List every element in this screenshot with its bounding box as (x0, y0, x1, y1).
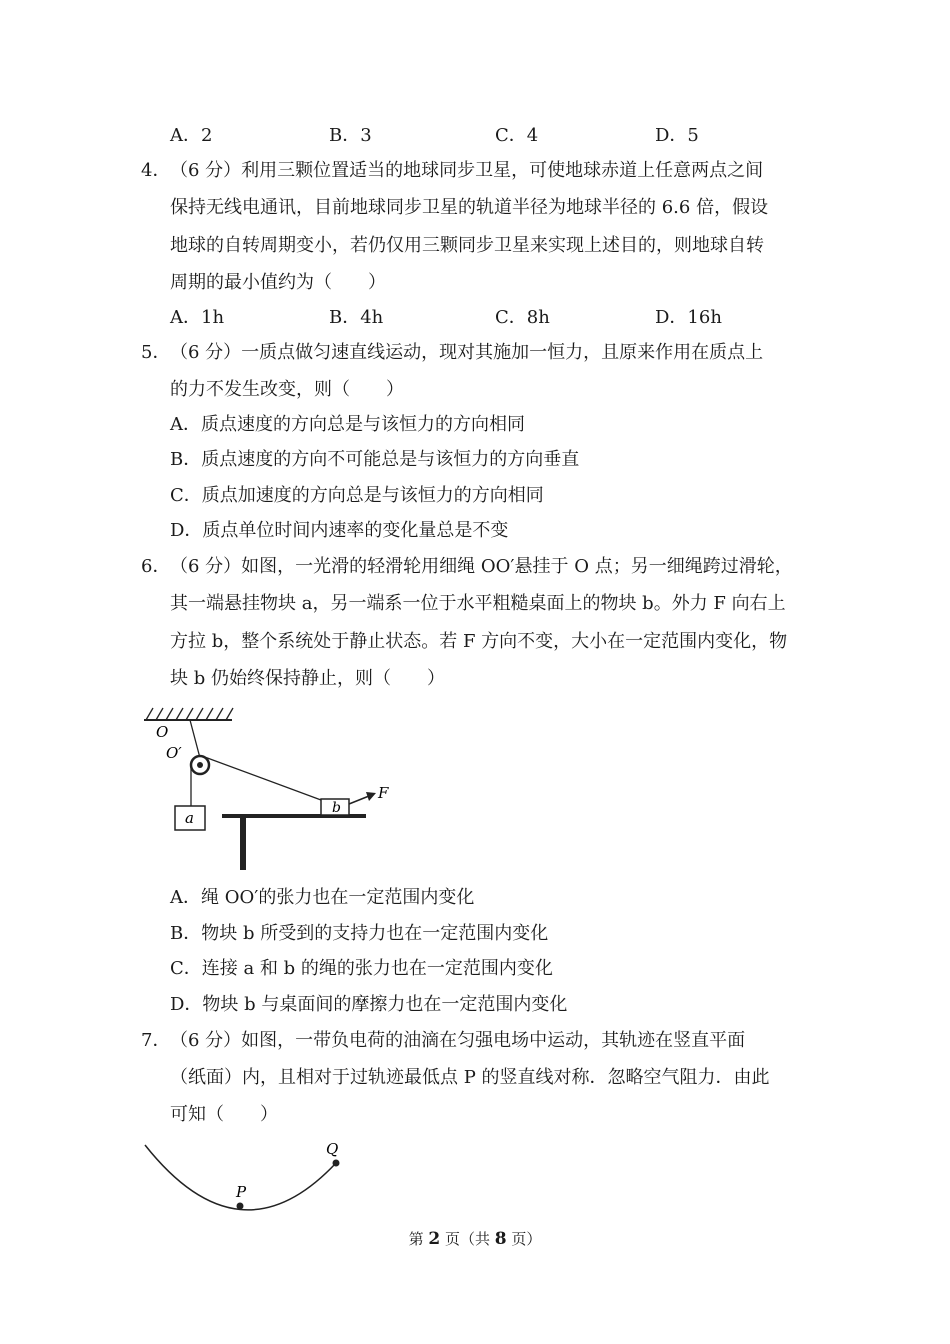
footer-prefix: 第 (408, 1230, 429, 1248)
q6-option-c: C．连接 a 和 b 的绳的张力也在一定范围内变化 (170, 958, 553, 979)
point-p (237, 1203, 244, 1210)
footer-total-pages: 8 (494, 1229, 507, 1249)
q6-number: 6． (141, 556, 171, 577)
q6-line: 块 b 仍始终保持静止，则（ ） (170, 668, 445, 689)
q5-option-a: A．质点速度的方向总是与该恒力的方向相同 (170, 414, 525, 435)
label-a: a (185, 809, 194, 827)
q3-option-d: D．5 (655, 125, 699, 146)
label-q: Q (326, 1140, 339, 1158)
q5-line: （6 分）一质点做匀速直线运动，现对其施加一恒力，且原来作用在质点上 (170, 342, 764, 363)
page-footer (0, 1229, 950, 1249)
q4-option-c: C．8h (495, 307, 550, 328)
q6-line: （6 分）如图，一光滑的轻滑轮用细绳 OO′悬挂于 O 点；另一细绳跨过滑轮， (170, 556, 793, 577)
q6-line: 其一端悬挂物块 a，另一端系一位于水平粗糙桌面上的物块 b。外力 F 向右上 (170, 593, 786, 614)
footer-middle: 页（共 (440, 1230, 495, 1248)
rope-oo-prime (190, 720, 200, 758)
q4-line: 周期的最小值约为（ ） (170, 272, 386, 293)
q3-option-b: B．3 (329, 125, 372, 146)
q3-option-a: A．2 (170, 125, 213, 146)
point-q (333, 1160, 340, 1167)
force-f-arrow (349, 796, 369, 804)
footer-suffix: 页） (506, 1230, 542, 1248)
q7-line: （纸面）内，且相对于过轨迹最低点 P 的竖直线对称．忽略空气阻力．由此 (170, 1067, 770, 1088)
footer-page-number: 2 (428, 1229, 441, 1249)
q4-option-a: A．1h (170, 307, 225, 328)
q7-line: （6 分）如图，一带负电荷的油滴在匀强电场中运动，其轨迹在竖直平面 (170, 1030, 746, 1051)
pulley-axle (197, 762, 203, 768)
q7-number: 7． (141, 1030, 171, 1051)
q5-number: 5． (141, 342, 171, 363)
q6-option-b: B．物块 b 所受到的支持力也在一定范围内变化 (170, 923, 549, 944)
q4-line: 地球的自转周期变小，若仍仅用三颗同步卫星来实现上述目的，则地球自转 (170, 235, 764, 256)
force-f-arrowhead (366, 792, 376, 801)
label-o-prime: O′ (166, 744, 182, 762)
q5-option-c: C．质点加速度的方向总是与该恒力的方向相同 (170, 485, 544, 506)
q4-option-b: B．4h (329, 307, 384, 328)
q6-pulley-diagram (140, 700, 400, 875)
q4-line: （6 分）利用三颗位置适当的地球同步卫星，可使地球赤道上任意两点之间 (170, 160, 764, 181)
label-o: O (156, 723, 169, 741)
q4-number: 4． (141, 160, 171, 181)
q5-option-d: D．质点单位时间内速率的变化量总是不变 (170, 520, 509, 541)
label-b: b (332, 800, 341, 816)
q6-line: 方拉 b，整个系统处于静止状态。若 F 方向不变，大小在一定范围内变化，物 (170, 631, 788, 652)
q7-trajectory-diagram (140, 1130, 380, 1220)
q5-line: 的力不发生改变，则（ ） (170, 379, 404, 400)
q7-line: 可知（ ） (170, 1104, 278, 1125)
ceiling-hatching (146, 708, 233, 720)
label-p: P (236, 1183, 247, 1201)
rope-to-b (202, 756, 321, 800)
q5-option-b: B．质点速度的方向不可能总是与该恒力的方向垂直 (170, 449, 580, 470)
q6-option-a: A．绳 OO′的张力也在一定范围内变化 (170, 887, 475, 908)
q4-option-d: D．16h (655, 307, 722, 328)
label-f: F (378, 784, 389, 802)
q4-line: 保持无线电通讯，目前地球同步卫星的轨道半径为地球半径的 6.6 倍，假设 (170, 197, 769, 218)
q3-option-c: C．4 (495, 125, 539, 146)
q6-option-d: D．物块 b 与桌面间的摩擦力也在一定范围内变化 (170, 994, 568, 1015)
